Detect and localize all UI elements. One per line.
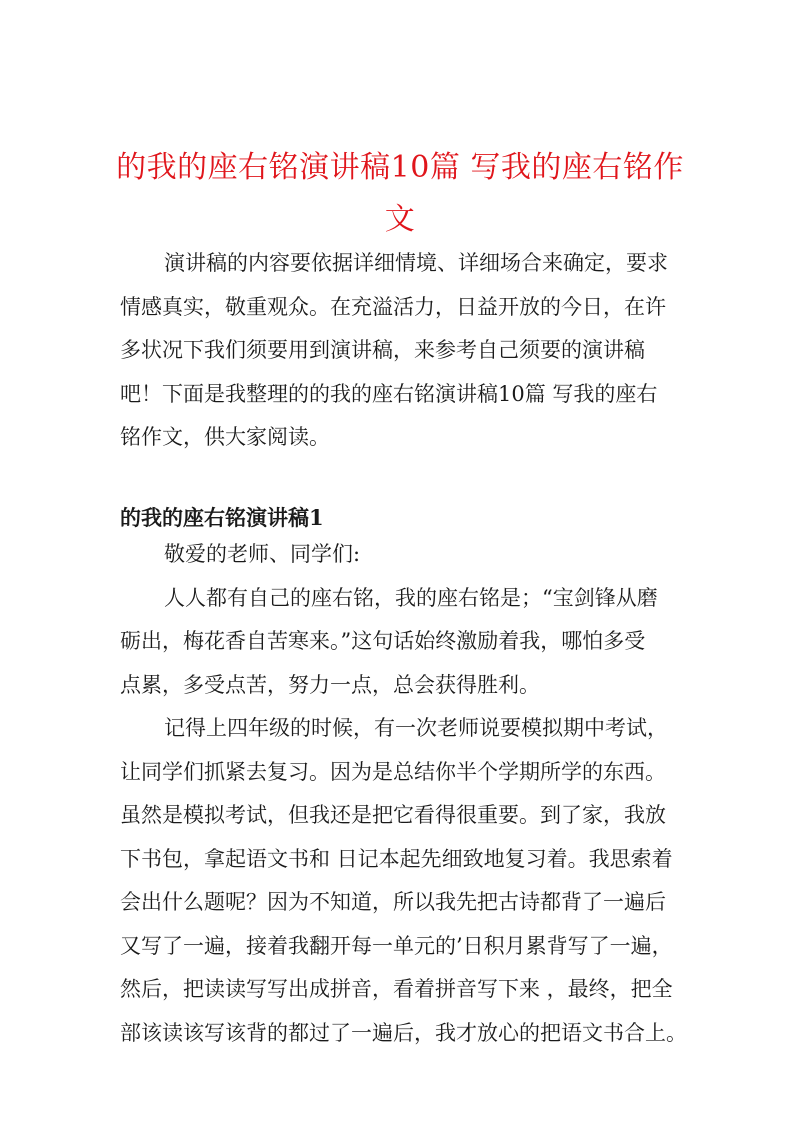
intro-line-2: 情感真实，敬重观众。在充溢活力，日益开放的今日，在许	[120, 294, 666, 319]
paragraph-2-line-5: 会出什么题呢？因为不知道，所以我先把古诗都背了一遍后	[120, 890, 666, 914]
paragraph-2-line-7: 然后，把读读写写出成拼音，看着拼音写下来 ，最终，把全	[120, 977, 673, 1001]
speech-body	[120, 533, 687, 1055]
paragraph-2	[120, 707, 687, 1055]
paragraph-2-line-2: 让同学们抓紧去复习。因为是总结你半个学期所学的东西。	[120, 759, 666, 784]
intro-line-4: 吧！下面是我整理的的我的座右铭演讲稿10篇 写我的座右	[120, 381, 658, 406]
salutation: 敬爱的老师、同学们:	[164, 542, 361, 566]
title-line-2: 文	[384, 202, 416, 238]
paragraph-2-line-8: 部该读该写该背的都过了一遍后，我才放心的把语文书合上。	[120, 1020, 687, 1045]
title-line-1: 的我的座右铭演讲稿10篇 写我的座右铭作	[116, 150, 684, 186]
paragraph-2-line-1: 记得上四年级的时候，有一次老师说要模拟期中考试，	[164, 716, 668, 740]
paragraph-2-line-6: 又写了一遍，接着我翻开每一单元的’日积月累背写了一遍，	[120, 933, 673, 958]
paragraph-2-line-4: 下书包，拿起语文书和 日记本起先细致地复习着。我思索着	[120, 846, 673, 871]
paragraph-2-line-3: 虽然是模拟考试，但我还是把它看得很重要。到了家，我放	[120, 803, 666, 827]
document-title	[110, 142, 690, 246]
paragraph-1-line-2: 砺出，梅花香自苦寒来。”这句话始终激励着我，哪怕多受	[120, 629, 646, 653]
intro-paragraph	[120, 242, 680, 460]
intro-line-3: 多状况下我们须要用到演讲稿，来参考自己须要的演讲稿	[120, 338, 645, 362]
intro-line-1: 演讲稿的内容要依据详细情境、详细场合来确定，要求	[164, 251, 668, 275]
intro-line-5: 铭作文，供大家阅读。	[120, 425, 330, 449]
paragraph-1-line-3: 点累，多受点苦，努力一点，总会获得胜利。	[120, 672, 540, 697]
section-heading: 的我的座右铭演讲稿1	[120, 505, 324, 530]
paragraph-1	[120, 577, 680, 708]
paragraph-1-line-1: 人人都有自己的座右铭，我的座右铭是；“宝剑锋从磨	[164, 585, 658, 610]
